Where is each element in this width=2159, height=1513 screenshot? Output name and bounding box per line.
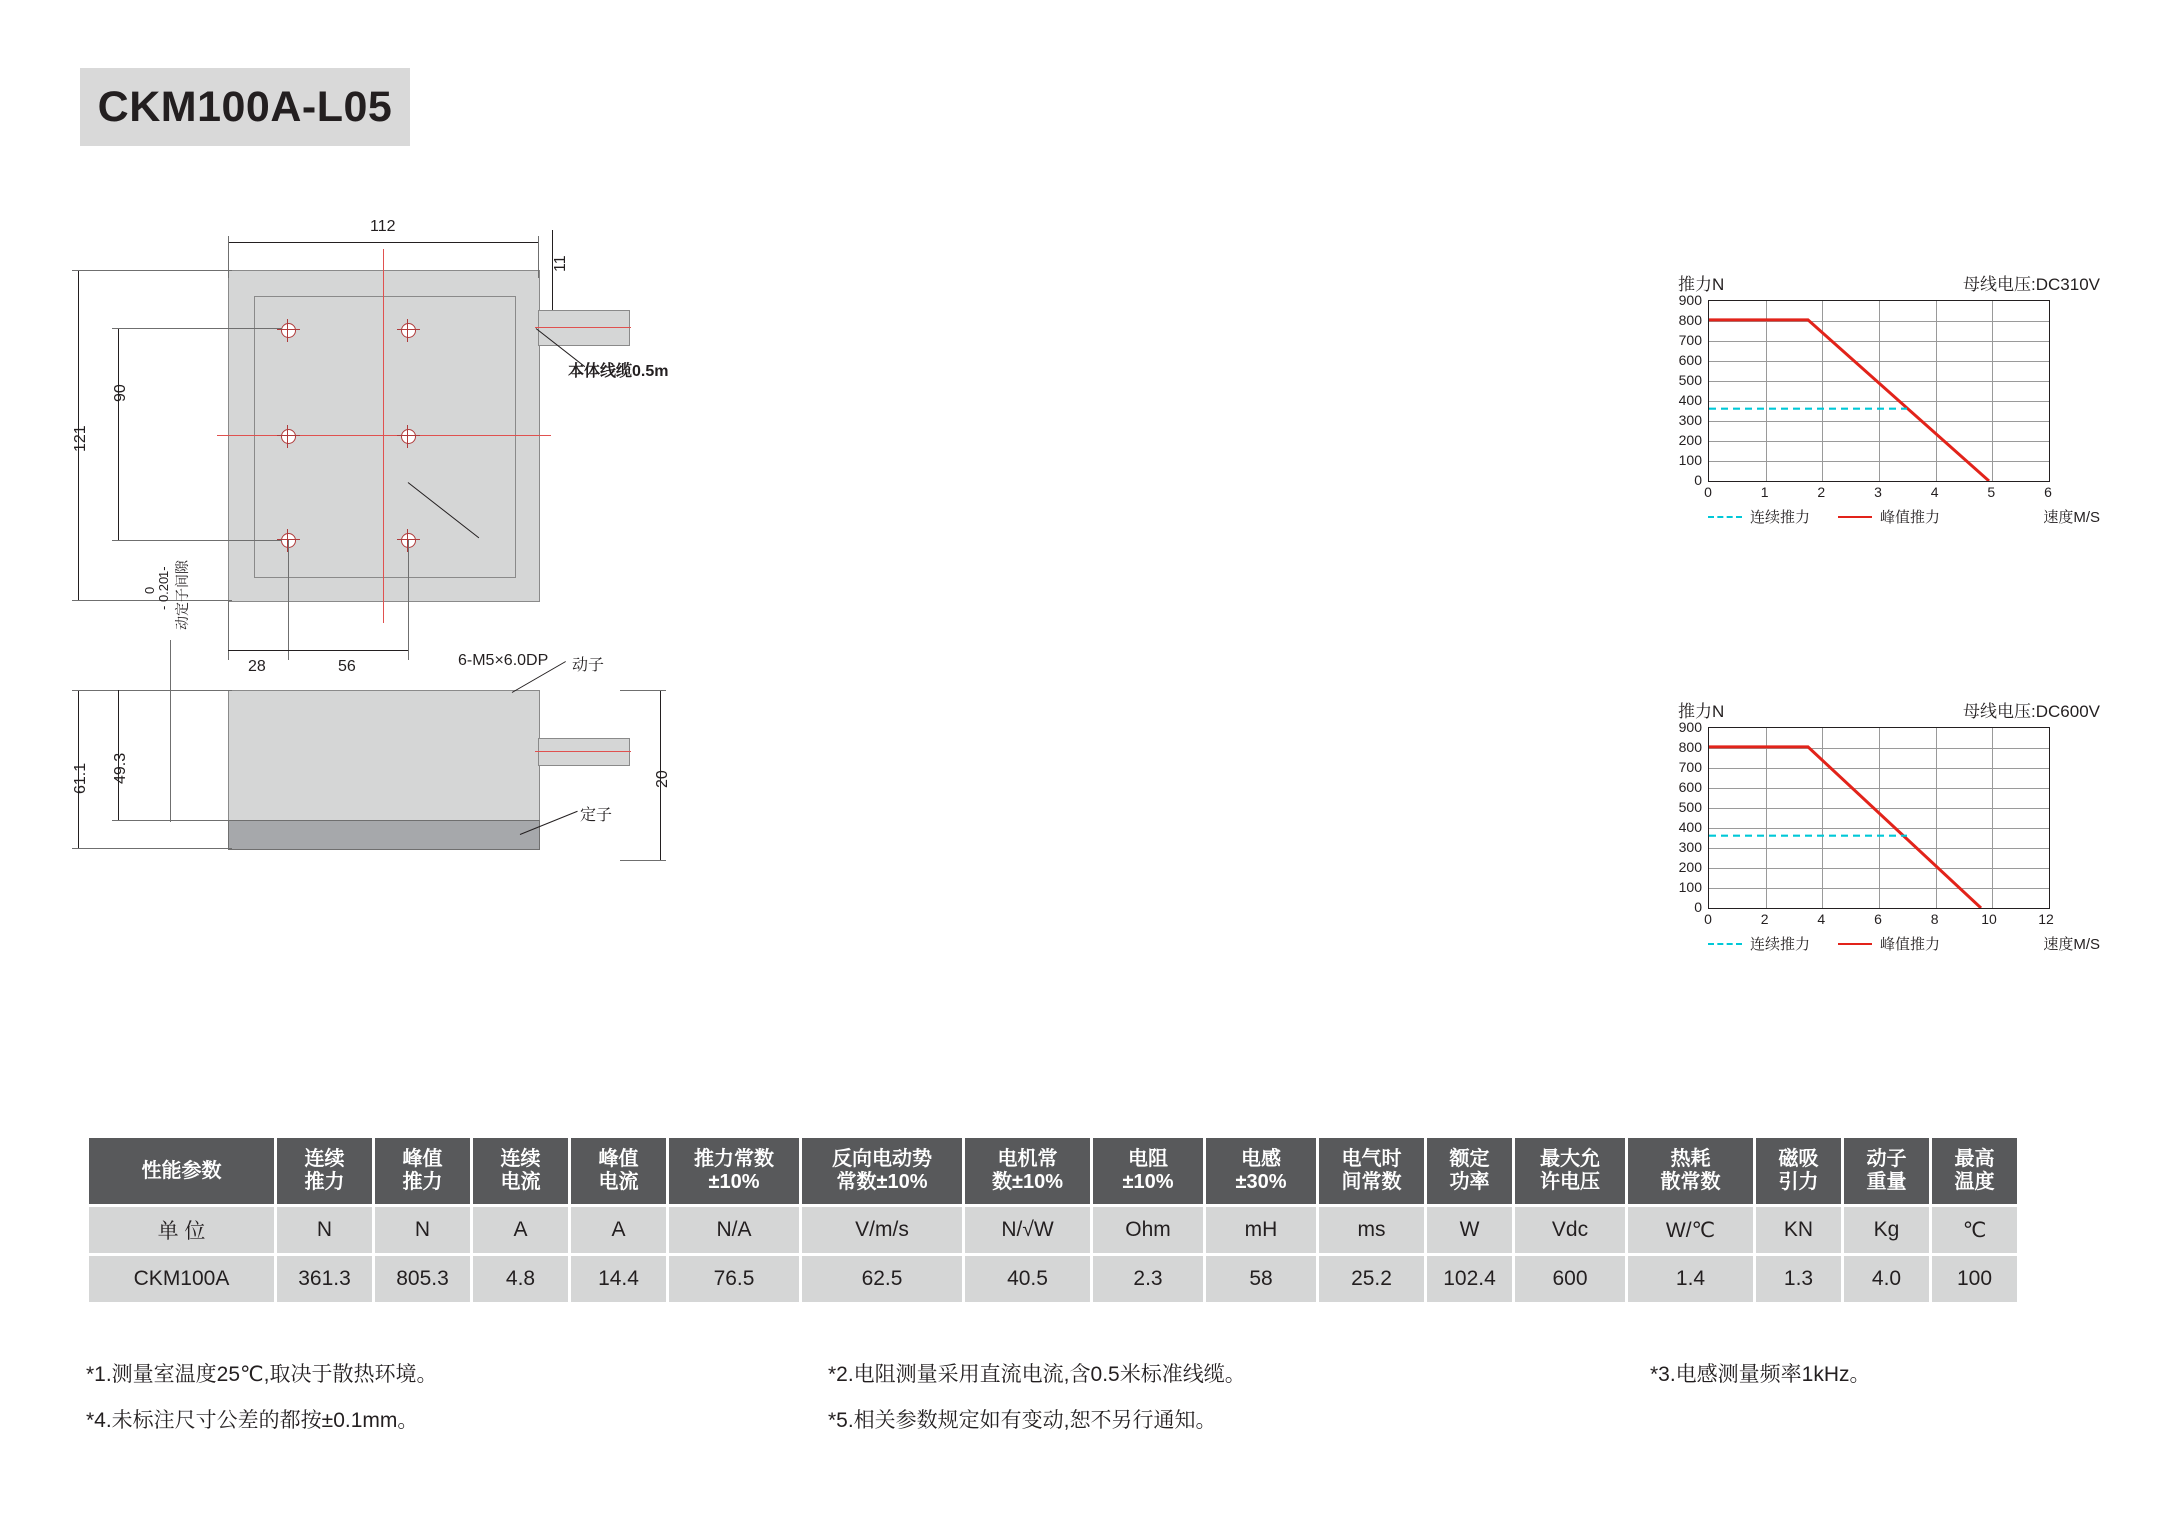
- unit-cell: W: [1427, 1207, 1512, 1253]
- dim-121-label: 121: [72, 425, 89, 452]
- chart1-xtick: 6: [2044, 484, 2052, 500]
- th-peak-force: 峰值 推力: [375, 1138, 470, 1204]
- chart2-ytick: 900: [1678, 719, 1702, 735]
- cable-centerline: [535, 327, 631, 328]
- chart2-ytick: 800: [1678, 739, 1702, 755]
- model-name: CKM100A-L05: [97, 82, 393, 131]
- unit-cell: N: [277, 1207, 372, 1253]
- ext-line: [228, 236, 229, 278]
- chart1-ytick: 500: [1678, 372, 1702, 388]
- th-mover-weight: 动子 重量: [1844, 1138, 1929, 1204]
- ext-line: [620, 860, 666, 861]
- legend-dash-icon: [1708, 943, 1742, 945]
- ext-line: [408, 540, 409, 660]
- gap-leader: [170, 640, 171, 822]
- unit-cell: W/℃: [1628, 1207, 1753, 1253]
- chart2-xlabel: 速度M/S: [2043, 936, 2100, 953]
- ext-line: [538, 236, 539, 278]
- mounting-hole: [401, 429, 416, 444]
- dim-49-label: 49.3: [112, 752, 129, 784]
- chart2-plot: [1708, 727, 2050, 909]
- chart1-ytick: 600: [1678, 352, 1702, 368]
- ext-line: [72, 848, 232, 849]
- ext-line: [288, 540, 289, 660]
- stator-label: 定子: [580, 807, 613, 824]
- ext-line: [72, 270, 232, 271]
- cable-label: 本体线缆0.5m: [568, 363, 669, 380]
- dim-line-90: [118, 328, 119, 540]
- chart2-legend-peak: [1838, 933, 1940, 954]
- dim-28-label: 28: [248, 658, 266, 675]
- value-cell: 4.8: [473, 1256, 568, 1302]
- horizontal-centerline: [217, 435, 551, 436]
- th-force-const: 推力常数 ±10%: [669, 1138, 799, 1204]
- unit-cell: A: [473, 1207, 568, 1253]
- ext-line: [228, 600, 229, 660]
- unit-cell: ms: [1319, 1207, 1424, 1253]
- gap-note-line2: - 0.20: [156, 576, 171, 610]
- value-cell: 58: [1206, 1256, 1316, 1302]
- mounting-hole: [281, 323, 296, 338]
- chart2-ytick: 600: [1678, 779, 1702, 795]
- chart1-xtick: 0: [1704, 484, 1712, 500]
- page-title: [80, 68, 410, 146]
- dim-56-label: 56: [338, 658, 356, 675]
- chart1-ytick: 800: [1678, 312, 1702, 328]
- note-3: *3.电感测量频率1kHz。: [1650, 1363, 1871, 1386]
- chart1-series: [1709, 301, 2049, 481]
- value-cell: 100: [1932, 1256, 2017, 1302]
- chart1-xtick: 1: [1760, 484, 1769, 500]
- value-cell: 1.4: [1628, 1256, 1753, 1302]
- chart-dc600v: [1660, 702, 2100, 955]
- chart2-series: [1709, 728, 2049, 908]
- dim-90-label: 90: [112, 384, 129, 402]
- chart1-xlabel: 速度M/S: [2043, 509, 2100, 526]
- legend-solid-icon: [1838, 943, 1872, 945]
- chart1-xtick: 3: [1874, 484, 1882, 500]
- chart2-bus-voltage: 母线电压:DC600V: [1963, 702, 2100, 721]
- th-param: 性能参数: [89, 1138, 274, 1204]
- chart1-xtick: 5: [1987, 484, 1996, 500]
- chart2-ytick: 0: [1694, 899, 1702, 915]
- chart1-ytick: 300: [1678, 412, 1702, 428]
- unit-cell: KN: [1756, 1207, 1841, 1253]
- unit-cell: Ohm: [1093, 1207, 1203, 1253]
- unit-cell: N/√W: [965, 1207, 1090, 1253]
- technical-drawing: [60, 210, 800, 1060]
- th-max-temp: 最高 温度: [1932, 1138, 2017, 1204]
- chart1-ytick: 200: [1678, 432, 1702, 448]
- dim-line-28: [228, 650, 288, 651]
- chart2-xtick: 2: [1760, 911, 1769, 927]
- chart1-ytick: 700: [1678, 332, 1702, 348]
- value-cell: 600: [1515, 1256, 1625, 1302]
- spec-table: [86, 1135, 2020, 1305]
- chart2-ylabel: 推力N: [1678, 702, 1725, 721]
- dim-11-label: 11: [552, 255, 569, 272]
- th-attraction: 磁吸 引力: [1756, 1138, 1841, 1204]
- gap-note-line3: 1-: [156, 566, 171, 578]
- chart1-legend-peak: [1838, 506, 1940, 527]
- legend-dash-icon: [1708, 516, 1742, 518]
- value-cell: 4.0: [1844, 1256, 1929, 1302]
- chart1-xtick: 2: [1817, 484, 1826, 500]
- note-4: *4.未标注尺寸公差的都按±0.1mm。: [86, 1409, 419, 1432]
- cable-centerline: [535, 751, 631, 752]
- chart1-xtick: 4: [1930, 484, 1939, 500]
- value-cell: 25.2: [1319, 1256, 1424, 1302]
- chart1-ytick: 0: [1694, 472, 1702, 488]
- ext-line: [112, 328, 282, 329]
- side-view-stator: [228, 820, 540, 850]
- ext-line: [72, 600, 232, 601]
- unit-cell: mH: [1206, 1207, 1316, 1253]
- note-1: *1.测量室温度25℃,取决于散热环境。: [86, 1363, 438, 1386]
- side-view-cable-tab: [538, 738, 630, 766]
- chart2-xtick: 8: [1930, 911, 1939, 927]
- top-view-body: [228, 270, 540, 602]
- dim-line-56: [288, 650, 408, 651]
- value-cell: 361.3: [277, 1256, 372, 1302]
- value-cell: 102.4: [1427, 1256, 1512, 1302]
- mounting-hole: [401, 323, 416, 338]
- ext-line: [112, 540, 282, 541]
- chart2-ytick: 500: [1678, 799, 1702, 815]
- chart2-xtick: 10: [1981, 911, 1997, 927]
- legend-solid-icon: [1838, 516, 1872, 518]
- value-cell: 40.5: [965, 1256, 1090, 1302]
- ext-line: [72, 690, 232, 691]
- legend-label: 连续推力: [1750, 936, 1811, 953]
- dim-20-label: 20: [654, 770, 671, 788]
- th-cont-force: 连续 推力: [277, 1138, 372, 1204]
- th-resistance: 电阻 ±10%: [1093, 1138, 1203, 1204]
- value-cell: 2.3: [1093, 1256, 1203, 1302]
- chart2-ytick: 400: [1678, 819, 1702, 835]
- chart2-xtick: 6: [1874, 911, 1882, 927]
- th-rated-power: 额定 功率: [1427, 1138, 1512, 1204]
- value-cell: 62.5: [802, 1256, 962, 1302]
- value-cell: 1.3: [1756, 1256, 1841, 1302]
- gap-note-line1: 0: [142, 586, 157, 594]
- th-motor-const: 电机常 数±10%: [965, 1138, 1090, 1204]
- mounting-hole: [281, 429, 296, 444]
- th-thermal: 热耗 散常数: [1628, 1138, 1753, 1204]
- ext-line: [620, 690, 666, 691]
- unit-cell: Vdc: [1515, 1207, 1625, 1253]
- legend-label: 峰值推力: [1880, 936, 1941, 953]
- value-cell: 14.4: [571, 1256, 666, 1302]
- table-header-row: [89, 1138, 2017, 1204]
- th-max-voltage: 最大允 许电压: [1515, 1138, 1625, 1204]
- chart2-xtick: 4: [1817, 911, 1826, 927]
- th-elec-time: 电气时 间常数: [1319, 1138, 1424, 1204]
- chart1-ytick: 400: [1678, 392, 1702, 408]
- chart2-ytick: 200: [1678, 859, 1702, 875]
- chart2-xtick: 12: [2038, 911, 2054, 927]
- unit-cell: N: [375, 1207, 470, 1253]
- chart1-ytick: 900: [1678, 292, 1702, 308]
- unit-cell: ℃: [1932, 1207, 2017, 1253]
- chart2-ytick: 300: [1678, 839, 1702, 855]
- ext-line: [112, 820, 232, 821]
- mover-label: 动子: [572, 657, 605, 674]
- chart2-ytick: 700: [1678, 759, 1702, 775]
- chart1-plot: [1708, 300, 2050, 482]
- unit-label: 单 位: [89, 1207, 274, 1253]
- unit-cell: N/A: [669, 1207, 799, 1253]
- dim-112-label: 112: [370, 218, 396, 235]
- unit-cell: A: [571, 1207, 666, 1253]
- side-view-mover: [228, 690, 540, 822]
- value-cell: 76.5: [669, 1256, 799, 1302]
- chart2-xtick: 0: [1704, 911, 1712, 927]
- legend-label: 峰值推力: [1880, 509, 1941, 526]
- hole-spec-label: 6-M5×6.0DP: [458, 652, 549, 669]
- table-unit-row: [89, 1207, 2017, 1253]
- value-cell: 805.3: [375, 1256, 470, 1302]
- chart2-ytick: 100: [1678, 879, 1702, 895]
- chart1-ylabel: 推力N: [1678, 275, 1725, 294]
- chart1-bus-voltage: 母线电压:DC310V: [1963, 275, 2100, 294]
- th-cont-current: 连续 电流: [473, 1138, 568, 1204]
- th-peak-current: 峰值 电流: [571, 1138, 666, 1204]
- chart-dc310v: [1660, 275, 2100, 528]
- note-2: *2.电阻测量采用直流电流,含0.5米标准线缆。: [828, 1363, 1246, 1386]
- th-inductance: 电感 ±30%: [1206, 1138, 1316, 1204]
- chart1-legend-continuous: [1708, 506, 1810, 527]
- row-label: CKM100A: [89, 1256, 274, 1302]
- legend-label: 连续推力: [1750, 509, 1811, 526]
- dim-61-label: 61.1: [72, 762, 89, 794]
- chart2-legend-continuous: [1708, 933, 1810, 954]
- unit-cell: V/m/s: [802, 1207, 962, 1253]
- dim-line-112: [228, 242, 538, 243]
- table-row: [89, 1256, 2017, 1302]
- gap-note-line4: 动定子间隙: [174, 560, 190, 630]
- note-5: *5.相关参数规定如有变动,恕不另行通知。: [828, 1409, 1217, 1432]
- th-bemf: 反向电动势 常数±10%: [802, 1138, 962, 1204]
- unit-cell: Kg: [1844, 1207, 1929, 1253]
- chart1-ytick: 100: [1678, 452, 1702, 468]
